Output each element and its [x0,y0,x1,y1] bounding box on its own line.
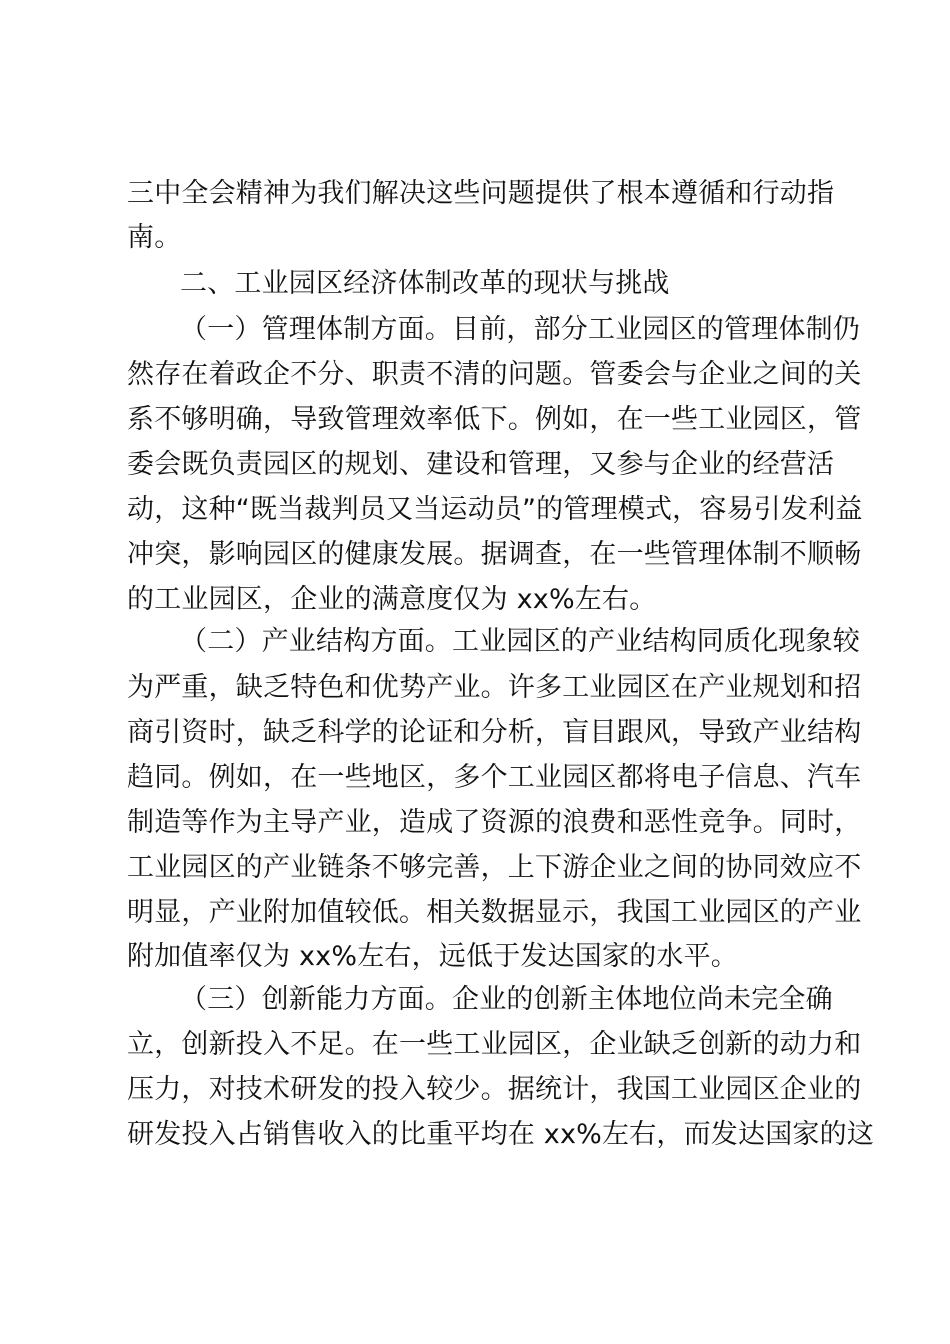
text-line-5: 然存在着政企不分、职责不清的问题。管委会与企业之间的关 [127,359,862,390]
text-line-4: （一）管理体制方面。目前，部分工业园区的管理体制仍 [180,314,860,345]
text-line-19: （三）创新能力方面。企业的创新主体地位尚未完全确 [180,984,833,1015]
text-line-15: 制造等作为主导产业，造成了资源的浪费和恶性竞争。同时， [127,807,862,838]
text-line-11: （二）产业结构方面。工业园区的产业结构同质化现象较 [180,626,860,657]
text-line-18: 附加值率仅为 xx%左右，远低于发达国家的水平。 [127,941,738,972]
text-line-6: 系不够明确，导致管理效率低下。例如，在一些工业园区，管 [127,404,862,435]
text-line-1: 三中全会精神为我们解决这些问题提供了根本遵循和行动指 [127,178,835,209]
section-heading: 二、工业园区经济体制改革的现状与挑战 [180,268,670,299]
text-line-20: 立，创新投入不足。在一些工业园区，企业缺乏创新的动力和 [127,1029,862,1060]
text-line-16: 工业园区的产业链条不够完善，上下游企业之间的协同效应不 [127,852,862,883]
text-line-14: 趋同。例如，在一些地区，多个工业园区都将电子信息、汽车 [127,762,862,793]
text-line-17: 明显，产业附加值较低。相关数据显示，我国工业园区的产业 [127,897,862,928]
text-line-10: 的工业园区，企业的满意度仅为 xx%左右。 [127,584,657,615]
text-line-12: 为严重，缺乏特色和优势产业。许多工业园区在产业规划和招 [127,672,862,703]
text-line-7: 委会既负责园区的规划、建设和管理，又参与企业的经营活 [127,449,835,480]
text-line-8: 动，这种“既当裁判员又当运动员”的管理模式，容易引发利益 [127,494,863,525]
text-line-9: 冲突，影响园区的健康发展。据调查，在一些管理体制不顺畅 [127,539,862,570]
text-line-22: 研发投入占销售收入的比重平均在 xx%左右，而发达国家的这 [127,1119,874,1150]
text-line-21: 压力，对技术研发的投入较少。据统计，我国工业园区企业的 [127,1074,862,1105]
text-line-13: 商引资时，缺乏科学的论证和分析，盲目跟风，导致产业结构 [127,717,862,748]
text-line-2: 南。 [127,222,182,253]
